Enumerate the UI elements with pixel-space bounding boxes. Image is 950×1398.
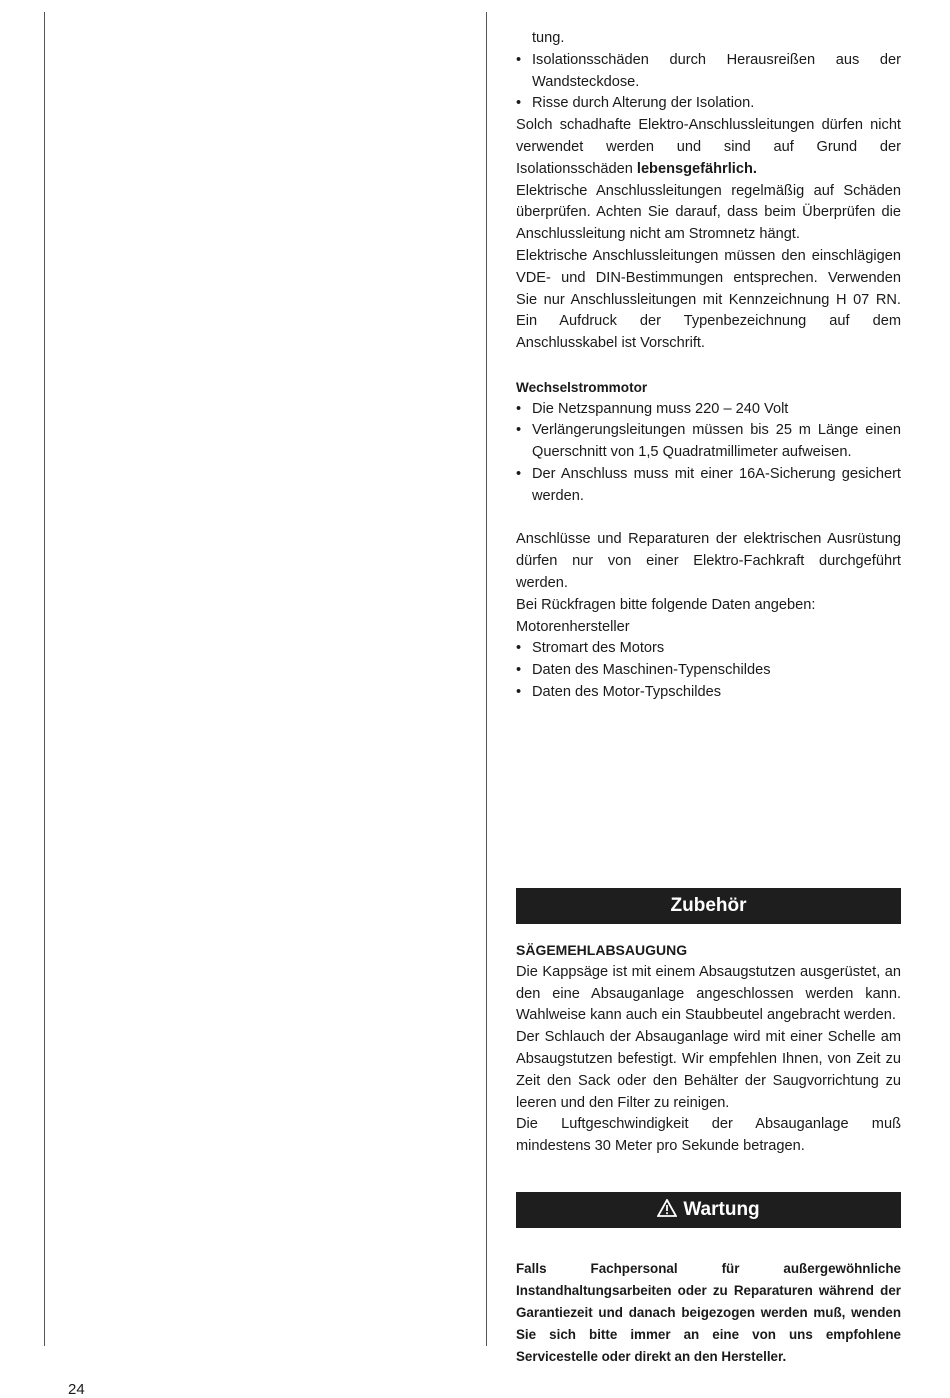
zubehoer-text-column [516, 940, 901, 1158]
line-continuation: tung. [532, 30, 565, 46]
list-item: • Isolationsschäden durch Herausreißen aus der [516, 50, 901, 72]
section-heading-absaugung: SÄGEMEHLABSAUGUNG [516, 942, 688, 958]
paragraph-wartung: Falls Fachpersonal für außergewöhnliche Instandhaltungsarbeiten oder zu Reparaturen während der Garantiezeit und danach beigezogen werden muß, wenden Sie sich bitte immer an eine von uns empfohlene Servicestelle oder direkt an den Hersteller. [516, 1261, 901, 1364]
list-item-continuation: Wandsteckdose. [532, 73, 640, 90]
paragraph-schlauch: Der Schlauch der Absauganlage wird mit einer Schelle am Absaugstutzen befestigt. Wir empfehlen Ihnen, von Zeit zu Zeit den Sack oder den Behälter der Saugvorrichtung zu leeren und den Filter zu reinigen. [516, 1029, 901, 1111]
list-item: • Die Netzspannung muss 220 – 240 Volt [516, 399, 901, 421]
section-banner-wartung [516, 1192, 901, 1228]
warning-triangle-icon [657, 1194, 677, 1230]
paragraph-manufacturer: Motorenhersteller [516, 618, 630, 635]
paragraph-repair: Anschlüsse und Reparaturen der elektrischen Ausrüstung dürfen nur von einer Elektro-Fachkraft durchgeführt werden. [516, 531, 901, 591]
paragraph-text: Solch schadhafte Elektro-Anschlussleitungen dürfen nicht verwendet werden und sind auf Grund der Isolationsschäden [516, 117, 901, 177]
paragraph-absaugung: Die Kappsäge ist mit einem Absaugstutzen ausgerüstet, an den eine Absauganlage angeschlossen werden kann. Wahlweise kann auch ein Staubbeutel angebracht werden. [516, 963, 901, 1024]
wartung-text-column [516, 1245, 901, 1381]
list-item: • Daten des Maschinen-Typenschildes [516, 660, 901, 682]
left-margin-rule [44, 12, 45, 1346]
section-banner-zubehoer: Zubehör [516, 888, 901, 924]
list-item: • Risse durch Alterung der Isolation. [516, 93, 901, 115]
paragraph-inquiries: Bei Rückfragen bitte folgende Daten angeben: [516, 596, 816, 613]
column-divider-rule [486, 12, 487, 1346]
emphasis-text: lebensgefährlich. [636, 160, 757, 177]
list-item: • Daten des Motor-Typschildes [516, 682, 901, 704]
paragraph-inspection: Elektrische Anschlussleitungen regelmäßig auf Schäden überprüfen. Achten Sie darauf, dass beim Überprüfen die Anschlussleitung nicht am Stromnetz hängt. [516, 182, 901, 243]
section-heading-motor: Wechselstrommotor [516, 379, 648, 395]
list-item: • Stromart des Motors [516, 638, 901, 660]
paragraph-standards: Elektrische Anschlussleitungen müssen den einschlägigen VDE- und DIN-Bestimmungen entsprechen. Verwenden Sie nur Anschlussleitungen mit Kennzeichnung H 07 RN. Ein Aufdruck der Typenbezeichnung auf dem Anschlusskabel ist Vorschrift. [516, 247, 901, 352]
paragraph-luftgeschwindigkeit: Die Luftgeschwindigkeit der Absauganlage muß mindestens 30 Meter pro Sekunde betragen. [516, 1116, 901, 1155]
banner-title: Wartung [683, 1199, 760, 1220]
upper-text-column [516, 28, 901, 704]
list-item: • Der Anschluss muss mit einer 16A-Sicherung gesichert werden. [516, 464, 901, 508]
list-item: • Verlängerungsleitungen müssen bis 25 m Länge einen Querschnitt von 1,5 Quadratmillimeter aufweisen. [516, 420, 901, 464]
page-number: 24 [68, 1381, 85, 1398]
paragraph-warning-cables [516, 115, 901, 180]
